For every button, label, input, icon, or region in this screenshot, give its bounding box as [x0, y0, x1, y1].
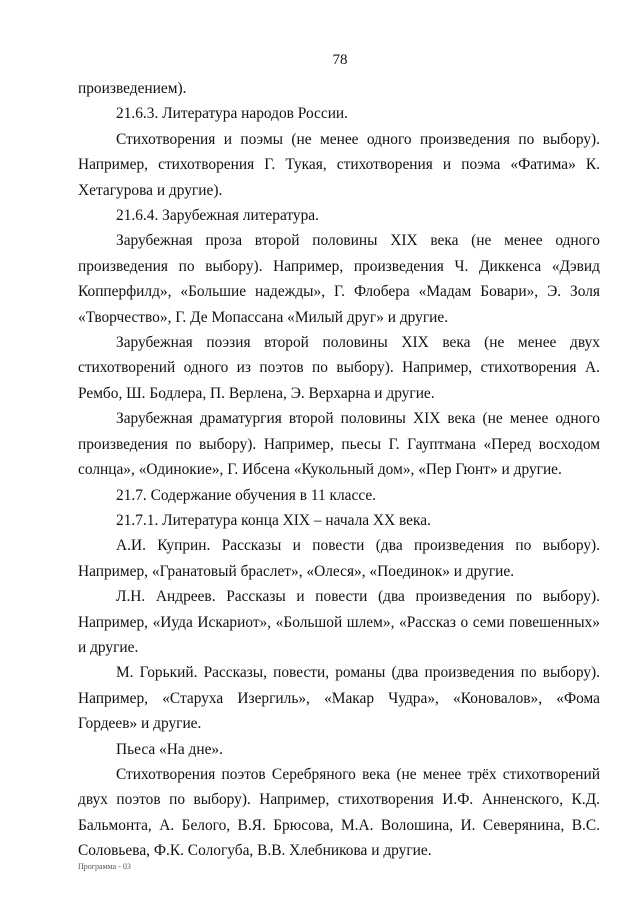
section-heading-21-7-1: 21.7.1. Литература конца XIX – начала XX века. [116, 511, 431, 529]
paragraph-andreev: Л.Н. Андреев. Рассказы и повести (два произведения по выбору). Например, «Иуда Искариот», «Большой шлем», «Рассказ о семи повешенных» и другие. [78, 588, 600, 656]
paragraph-play: Пьеса «На дне». [116, 740, 223, 758]
paragraph-gorky: М. Горький. Рассказы, повести, романы (два произведения по выбору). Например, «Старуха Изергиль», «Макар Чудра», «Коновалов», «Фома Гордеев» и другие. [78, 664, 600, 733]
section-heading-21-7: 21.7. Содержание обучения в 11 классе. [116, 486, 377, 504]
paragraph-continuation: произведением). [78, 80, 187, 97]
page-number: 78 [332, 52, 348, 68]
paragraph-foreign-prose: Зарубежная проза второй половины XIX века (не менее одного произведения по выбору). Например, произведения Ч. Диккенса «Дэвид Копперфилд», «Большие надежды», Г. Флобера «Мадам Бовари», Э. Золя «Творчество», Г. Де Мопассана «Милый друг» и другие. [78, 232, 600, 326]
paragraph-foreign-poetry: Зарубежная поэзия второй половины XIX века (не менее двух стихотворений одного из поэтов по выбору). Например, стихотворения А. Рембо, Ш. Бодлера, П. Верлена, Э. Верхарна и другие. [78, 334, 600, 402]
section-heading-21-6-3: 21.6.3. Литература народов России. [116, 105, 349, 123]
paragraph-kuprin: А.И. Куприн. Рассказы и повести (два произведения по выбору). Например, «Гранатовый браслет», «Олеся», «Поединок» и другие. [78, 537, 600, 580]
paragraph-foreign-drama: Зарубежная драматургия второй половины XIX века (не менее одного произведения по выбору). Например, пьесы Г. Гауптмана «Перед восходом солнца», «Одинокие», Г. Ибсена «Кукольный дом», «Пер Гюнт» и другие. [78, 410, 600, 479]
paragraph-poems-russia: Стихотворения и поэмы (не менее одного произведения по выбору). Например, стихотворения Г. Тукая, стихотворения и поэма «Фатима» К. Хетагурова и другие). [78, 130, 600, 199]
footer-label: Программа - 03 [78, 862, 131, 871]
section-heading-21-6-4: 21.6.4. Зарубежная литература. [116, 207, 319, 225]
document-body [78, 76, 600, 864]
paragraph-silver-age: Стихотворения поэтов Серебряного века (не менее трёх стихотворений двух поэтов по выбору). Например, стихотворения И.Ф. Анненского, К.Д. Бальмонта, А. Белого, В.Я. Брюсова, М.А. Волошина, И. Северянина, В.С. Соловьева, Ф.К. Сологуба, В.В. Хлебникова и другие. [78, 765, 600, 860]
